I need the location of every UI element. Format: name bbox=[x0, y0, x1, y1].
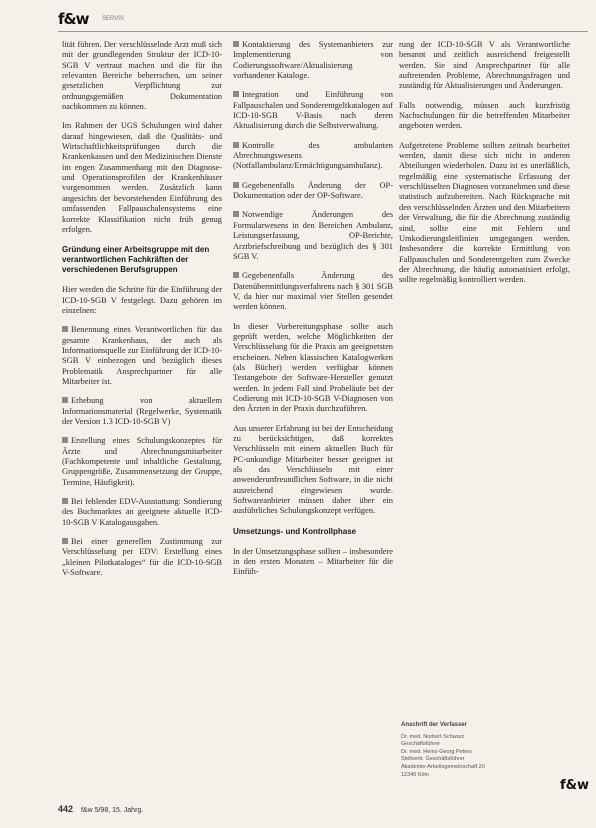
bullet-square-icon bbox=[233, 182, 239, 188]
bullet-text: Integration und Einführung von Fallpauschalen und Sonderentgeltkatalogen auf ICD-10-SGB V-Basis nach deren Aktualisierung durch die Selbstverwaltung. bbox=[233, 90, 393, 131]
bullet-text: Erhebung von aktuellem Informationsmaterial (Regelwerke, Systematik der Version 1.3 ICD-10-SGB V) bbox=[62, 396, 222, 426]
bullet-item bbox=[62, 396, 222, 427]
bullet-square-icon bbox=[233, 41, 239, 47]
bullet-square-icon bbox=[62, 437, 68, 443]
address-line: Stellvertr. Geschäftsführer bbox=[401, 756, 465, 763]
address-title: Anschrift der Verfasser bbox=[401, 722, 468, 728]
footer-logo: f&w bbox=[560, 778, 590, 793]
journal-issue: f&w 5/98, 15. Jahrg. bbox=[80, 807, 144, 814]
bullet-square-icon bbox=[62, 326, 68, 332]
bullet-square-icon bbox=[233, 142, 239, 148]
bullet-text: Notwendige Änderungen des Formularwesens in den Bereichen Ambulanz, Leistungserfassung, OP-Berichte, Arztbriefschreibung und bezüglich des § 301 SGB V. bbox=[233, 210, 393, 261]
bullet-item bbox=[233, 40, 393, 81]
bullet-square-icon bbox=[233, 211, 239, 217]
paragraph: Aus unserer Erfahrung ist bei der Entscheidung zu berücksichtigen, daß korrektes Verschlüsseln mit einem aktuellen Buch für PC-unkundige Mitarbeiter besser geeignet ist als das Verschlüsseln mit einer anwenderunfreundlichen Software, in die nicht ausreichend eingewiesen wurde. Softwareanbieter müssen daher über ein ausführliches Schulungskonzept verfügen. bbox=[233, 423, 393, 516]
bullet-text: Kontrolle des ambulanten Abrechnungswesens (Notfallambulanz/Ermächtigungsambulanz). bbox=[233, 140, 393, 171]
address-line: 12345 Köln bbox=[401, 771, 429, 778]
bullet-item bbox=[62, 537, 222, 578]
bullet-text: Gegebenenfalls Änderung des Datenübermittlungsverfahrens nach § 301 SGB V, da hier nur maximal vier Stellen gesendet werden können. bbox=[233, 271, 393, 312]
bullet-item bbox=[233, 210, 393, 262]
paragraph: Im Rahmen der UGS Schulungen wird daher darauf hingewiesen, daß die Qualitäts- und Wirtschaftlichkeitsprüfungen durch die Krankenkassen und den Medizinischen Dienste im engen Zusammenhang mit den Diagnose- und Operationsprofilen der Krankenhäuser vorgenommen werden. Zusätzlich kann angesichts der bevorstehenden Einführung des umfassenden Fallpauschalensystems eine korrekte Klassifikation nicht früh genug erfolgen. bbox=[62, 121, 222, 234]
bullet-square-icon bbox=[62, 498, 68, 504]
journal-logo: f&w bbox=[58, 10, 89, 28]
address-line: Akademie-Arbeitsgemeinschaft 20 bbox=[401, 763, 485, 770]
section-label: SERVIS bbox=[102, 16, 124, 22]
bullet-item bbox=[62, 325, 222, 387]
bullet-item bbox=[62, 436, 222, 488]
bullet-text: Kontaktierung des Systemanbieters zur Implementierung von Codierungssoftware/Aktualisierung vorhandener Kataloge. bbox=[233, 40, 393, 81]
page-number: 442 bbox=[58, 804, 74, 814]
bullet-square-icon bbox=[62, 397, 68, 403]
paragraph: Aufgetretene Probleme sollten zeitnah bearbeitet werden, damit diese sich nicht in anderen Abteilungen wiederholen. Dazu ist es unerläßlich, regelmäßig eine systematische Erfassung der verschlüsselten Diagnosen vorzunehmen und diese statistisch aufzubereiten. Nach Rücksprache mit den verschlüsselnden Ärzten und den Mitarbeitern der Verwaltung, die für die Abrechnung zuständig sind, sollte eine mit Fehlern und Umkodierungsleitlinien umgegangen werden. Insbesondere die korrekte Ermittlung von Fallpauschalen und Sonderentgelten zum Zwecke der Abrechnung, die häufig automatisiert erfolgt, sollte regelmäßig kontrolliert werden. bbox=[399, 140, 570, 285]
column-2 bbox=[233, 40, 393, 587]
paragraph: Falls notwendig, müssen auch kurzfristig Nachschulungen für die betreffenden Mitarbeiter angeboten werden. bbox=[399, 100, 570, 131]
bullet-text: Erstellung eines Schulungskonzeptes für Ärzte und Abrechnungsmitarbeiter (Fachkompetente und inhaltliche Gestaltung, Gruppengröße, Zusammensetzung der Gruppe, Termine, Häufigkeit). bbox=[62, 436, 222, 487]
bullet-text: Bei fehlender EDV-Ausstattung: Sondierung des Buchmarktes an geeignete aktuelle ICD-10-SGB V Katalogausgaben. bbox=[62, 497, 222, 527]
paragraph: In dieser Vorbereitungsphase sollte auch geprüft werden, welche Möglichkeiten der Verschlüsselung für die Praxis am geeignetsten erscheinen. Neben klassischen Katalogwerken (als Bücher) werden verfügbar können Testangebote der Software-Hersteller genutzt werden. In jedem Fall sind Probeläufe bei der Codierung mit ICD-10-SGB V-Diagnosen von den Ärzten in der Praxis durchzuführen. bbox=[233, 321, 393, 414]
paragraph: rung der ICD-10-SGB V als Verantwortliche benannt und zeitlich ausreichend freigestellt werden. Sie sind Ansprechpartner für alle auftretenden Probleme, Abrechnungsfragen und zuständig für Aktualisierungen und Änderungen. bbox=[399, 40, 570, 91]
bullet-text: Gegebenenfalls Änderung der OP-Dokumentation oder der OP-Software. bbox=[233, 180, 393, 201]
bullet-item bbox=[233, 141, 393, 172]
section-heading: Umsetzungs- und Kontrollphase bbox=[233, 526, 357, 536]
column-1 bbox=[62, 40, 222, 587]
bullet-item bbox=[233, 181, 393, 202]
address-line: Geschäftsführer bbox=[401, 741, 441, 748]
bullet-square-icon bbox=[233, 272, 239, 278]
bullet-item bbox=[233, 90, 393, 131]
address-line: Dr. med. Heinz-Georg Peters bbox=[401, 748, 472, 755]
paragraph: lität führen. Der verschlüsselnde Arzt muß sich mit der grundlegenden Struktur der ICD-10-SGB V vertraut machen und die für ihn relevanten Bereiche beherrschen, um seiner gesetzlichen Verpflichtung zur ordnungsgemäßen Dokumentation nachkommen zu können. bbox=[62, 40, 222, 112]
bullet-text: Benennung eines Verantwortlichen für das gesamte Krankenhaus, der auch als Informationsquelle zur Einführung der ICD-10-SGB V einbezogen und bezüglich dieses Problematik Ansprechpartner für alle Mitarbeiter ist. bbox=[62, 325, 223, 386]
bullet-square-icon bbox=[62, 538, 68, 544]
address-line: Dr. med. Norbert Schwarz bbox=[401, 733, 465, 740]
header-rule bbox=[58, 31, 588, 32]
column-3 bbox=[399, 40, 570, 295]
bullet-item bbox=[62, 497, 222, 528]
page-footer bbox=[58, 804, 143, 814]
author-address-box bbox=[401, 722, 569, 779]
bullet-text: Bei einer generellen Zustimmung zur Verschlüsselung per EDV: Erstellung eines „kleinen Pilotkataloges“ für die ICD-10-SGB V-Software. bbox=[62, 537, 222, 578]
bullet-square-icon bbox=[233, 91, 239, 97]
paragraph: In der Umsetzungsphase sollten – insbesondere in den ersten Monaten – Mitarbeiter für die Einfüh- bbox=[233, 546, 393, 577]
section-heading: Gründung einer Arbeitsgruppe mit den verantwortlichen Fachkräften der verschiedenen Berufsgruppen bbox=[62, 245, 210, 275]
page-header bbox=[58, 10, 578, 32]
paragraph: Hier werden die Schritte für die Einführung der ICD-10-SGB V festgelegt. Dazu gehören im einzelnen: bbox=[62, 285, 222, 315]
bullet-item bbox=[233, 271, 393, 312]
